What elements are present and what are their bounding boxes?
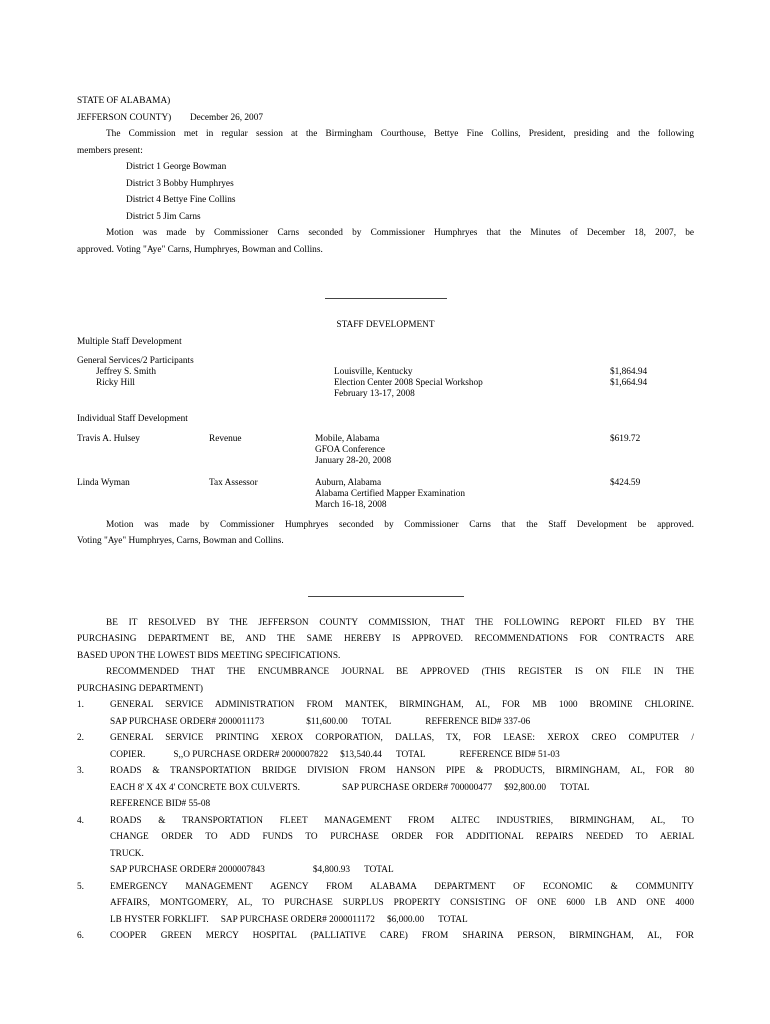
recommendation-line: RECOMMENDED THAT THE ENCUMBRANCE JOURNAL BE APPROVED (THIS REGISTER IS ON FILE IN THE <box>106 667 694 677</box>
item-text: EMERGENCY MANAGEMENT AGENCY FROM ALABAMA DEPARTMENT OF ECONOMIC & COMMUNITY <box>110 881 694 892</box>
item-order-line <box>110 862 694 879</box>
header-county: JEFFERSON COUNTY) <box>77 112 172 123</box>
purchase-item <box>77 928 694 945</box>
group-label: General Services/2 Participants <box>77 356 194 366</box>
group-location: Louisville, Kentucky <box>334 367 413 377</box>
header-county-line <box>77 110 694 127</box>
group-amount: $1,664.94 <box>610 378 648 388</box>
individual-dept: Revenue <box>209 433 242 444</box>
individual-dates: March 16-18, 2008 <box>315 499 387 510</box>
item-text: GENERAL SERVICE PRINTING XEROX CORPORATION, DALLAS, TX, FOR LEASE: XEROX CREO COMPUTER / <box>110 733 694 743</box>
group-amount: $1,864.94 <box>610 367 648 377</box>
group-event: Election Center 2008 Special Workshop <box>334 378 483 388</box>
header-date: December 26, 2007 <box>189 112 263 123</box>
reference-bid: REFERENCE BID# 51-03 <box>459 749 560 760</box>
item-text: TRUCK. <box>110 848 144 859</box>
reference-bid: REFERENCE BID# 337-06 <box>425 716 531 727</box>
opening-paragraph-cont: members present: <box>77 145 143 156</box>
total-label: TOTAL <box>438 914 468 925</box>
po-amount: $92,800.00 <box>504 782 547 793</box>
purchase-item <box>77 697 694 730</box>
staff-motion: Motion was made by Commissioner Humphryes seconded by Commissioner Carns that the Staff Development be approved. <box>106 519 694 530</box>
participant-name: Ricky Hill <box>96 378 135 388</box>
total-label: TOTAL <box>560 782 590 793</box>
item-text: CHANGE ORDER TO ADD FUNDS TO PURCHASE ORDER FOR ADDITIONAL REPAIRS NEEDED TO AERIAL <box>110 832 694 842</box>
staff-motion-cont: Voting "Aye" Humphryes, Carns, Bowman and Collins. <box>77 536 284 546</box>
individual-staff-table <box>77 434 694 511</box>
document-page <box>77 93 694 945</box>
individual-location: Mobile, Alabama <box>315 433 380 444</box>
individual-event: GFOA Conference <box>315 444 385 455</box>
resolution-line: PURCHASING DEPARTMENT BE, AND THE SAME HEREBY IS APPROVED. RECOMMENDATIONS FOR CONTRACTS ARE <box>77 634 694 644</box>
minutes-motion-cont: approved. Voting "Aye" Carns, Humphryes, Bowman and Collins. <box>77 244 323 255</box>
individual-name: Travis A. Hulsey <box>77 433 140 444</box>
individual-event: Alabama Certified Mapper Examination <box>315 488 465 499</box>
total-label: TOTAL <box>364 865 394 875</box>
purchase-item <box>77 813 694 879</box>
po-number: S,,O PURCHASE ORDER# 2000007822 <box>173 749 329 760</box>
item-text: COPIER. <box>110 749 146 760</box>
reference-bid: REFERENCE BID# 55-08 <box>110 799 211 809</box>
resolution-line: BE IT RESOLVED BY THE JEFFERSON COUNTY COMMISSION, THAT THE FOLLOWING REPORT FILED BY THE <box>106 617 694 628</box>
opening-paragraph: The Commission met in regular session at the Birmingham Courthouse, Bettye Fine Collins, President, presiding and the following <box>106 129 694 139</box>
total-label: TOTAL <box>361 716 392 727</box>
item-text: LB HYSTER FORKLIFT. <box>110 914 209 925</box>
group-dates: February 13-17, 2008 <box>334 389 415 399</box>
individual-amount: $619.72 <box>610 433 641 444</box>
individual-dates: January 28-20, 2008 <box>315 455 392 466</box>
item-order-line <box>110 780 694 797</box>
item-text: EACH 8' X 4X 4' CONCRETE BOX CULVERTS. <box>110 782 300 793</box>
purchase-item <box>77 879 694 929</box>
section-divider <box>308 596 464 597</box>
item-text: AFFAIRS, MONTGOMERY, AL, TO PURCHASE SURPLUS PROPERTY CONSISTING OF ONE 6000 LB AND ONE 4000 <box>110 898 694 908</box>
purchase-item <box>77 730 694 763</box>
member-district-5: District 5 Jim Carns <box>126 211 201 222</box>
multiple-staff-table <box>77 356 694 400</box>
item-number: 3. <box>77 766 84 776</box>
member-district-1: District 1 George Bowman <box>126 162 227 172</box>
participant-name: Jeffrey S. Smith <box>96 367 156 377</box>
multiple-staff-label: Multiple Staff Development <box>77 336 182 347</box>
individual-location: Auburn, Alabama <box>315 477 382 488</box>
po-number: SAP PURCHASE ORDER# 2000011172 <box>220 914 375 925</box>
member-district-4: District 4 Bettye Fine Collins <box>126 195 236 205</box>
resolution-line: BASED UPON THE LOWEST BIDS MEETING SPECIFICATIONS. <box>77 650 341 661</box>
total-label: TOTAL <box>395 749 426 760</box>
item-text: ROADS & TRANSPORTATION BRIDGE DIVISION FROM HANSON PIPE & PRODUCTS, BIRMINGHAM, AL, FOR 80 <box>110 766 694 776</box>
po-amount: $11,600.00 <box>306 716 348 727</box>
item-order-line <box>110 912 694 929</box>
purchase-item <box>77 763 694 813</box>
po-number: SAP PURCHASE ORDER# 700000477 <box>341 782 493 793</box>
section-divider <box>325 298 447 299</box>
item-text: ROADS & TRANSPORTATION FLEET MANAGEMENT FROM ALTEC INDUSTRIES, BIRMINGHAM, AL, TO <box>110 815 694 826</box>
po-amount: $4,800.93 <box>312 865 351 875</box>
individual-amount: $424.59 <box>610 477 641 488</box>
po-number: SAP PURCHASE ORDER# 2000011173 <box>110 716 265 727</box>
item-order-line <box>110 747 694 764</box>
header-state: STATE OF ALABAMA) <box>77 96 171 106</box>
po-number: SAP PURCHASE ORDER# 2000007843 <box>110 865 265 875</box>
individual-staff-label: Individual Staff Development <box>77 414 188 424</box>
item-number: 4. <box>77 815 84 826</box>
item-number: 2. <box>77 733 84 743</box>
item-text: GENERAL SERVICE ADMINISTRATION FROM MANTEK, BIRMINGHAM, AL, FOR MB 1000 BROMINE CHLORINE. <box>110 700 694 710</box>
item-order-line <box>110 714 694 731</box>
purchase-list <box>77 697 694 945</box>
minutes-motion: Motion was made by Commissioner Carns seconded by Commissioner Humphryes that the Minutes of December 18, 2007, be <box>106 228 694 238</box>
item-text: COOPER GREEN MERCY HOSPITAL (PALLIATIVE CARE) FROM SHARINA PERSON, BIRMINGHAM, AL, FOR <box>110 931 694 941</box>
po-amount: $13,540.44 <box>340 749 382 760</box>
po-amount: $6,000.00 <box>386 914 425 925</box>
item-number: 5. <box>77 881 84 892</box>
recommendation-line: PURCHASING DEPARTMENT) <box>77 683 203 694</box>
individual-dept: Tax Assessor <box>209 477 258 488</box>
staff-development-title: STAFF DEVELOPMENT <box>336 320 435 330</box>
individual-name: Linda Wyman <box>77 477 130 488</box>
item-number: 1. <box>77 700 84 710</box>
member-district-3: District 3 Bobby Humphryes <box>126 178 234 189</box>
item-number: 6. <box>77 931 84 941</box>
